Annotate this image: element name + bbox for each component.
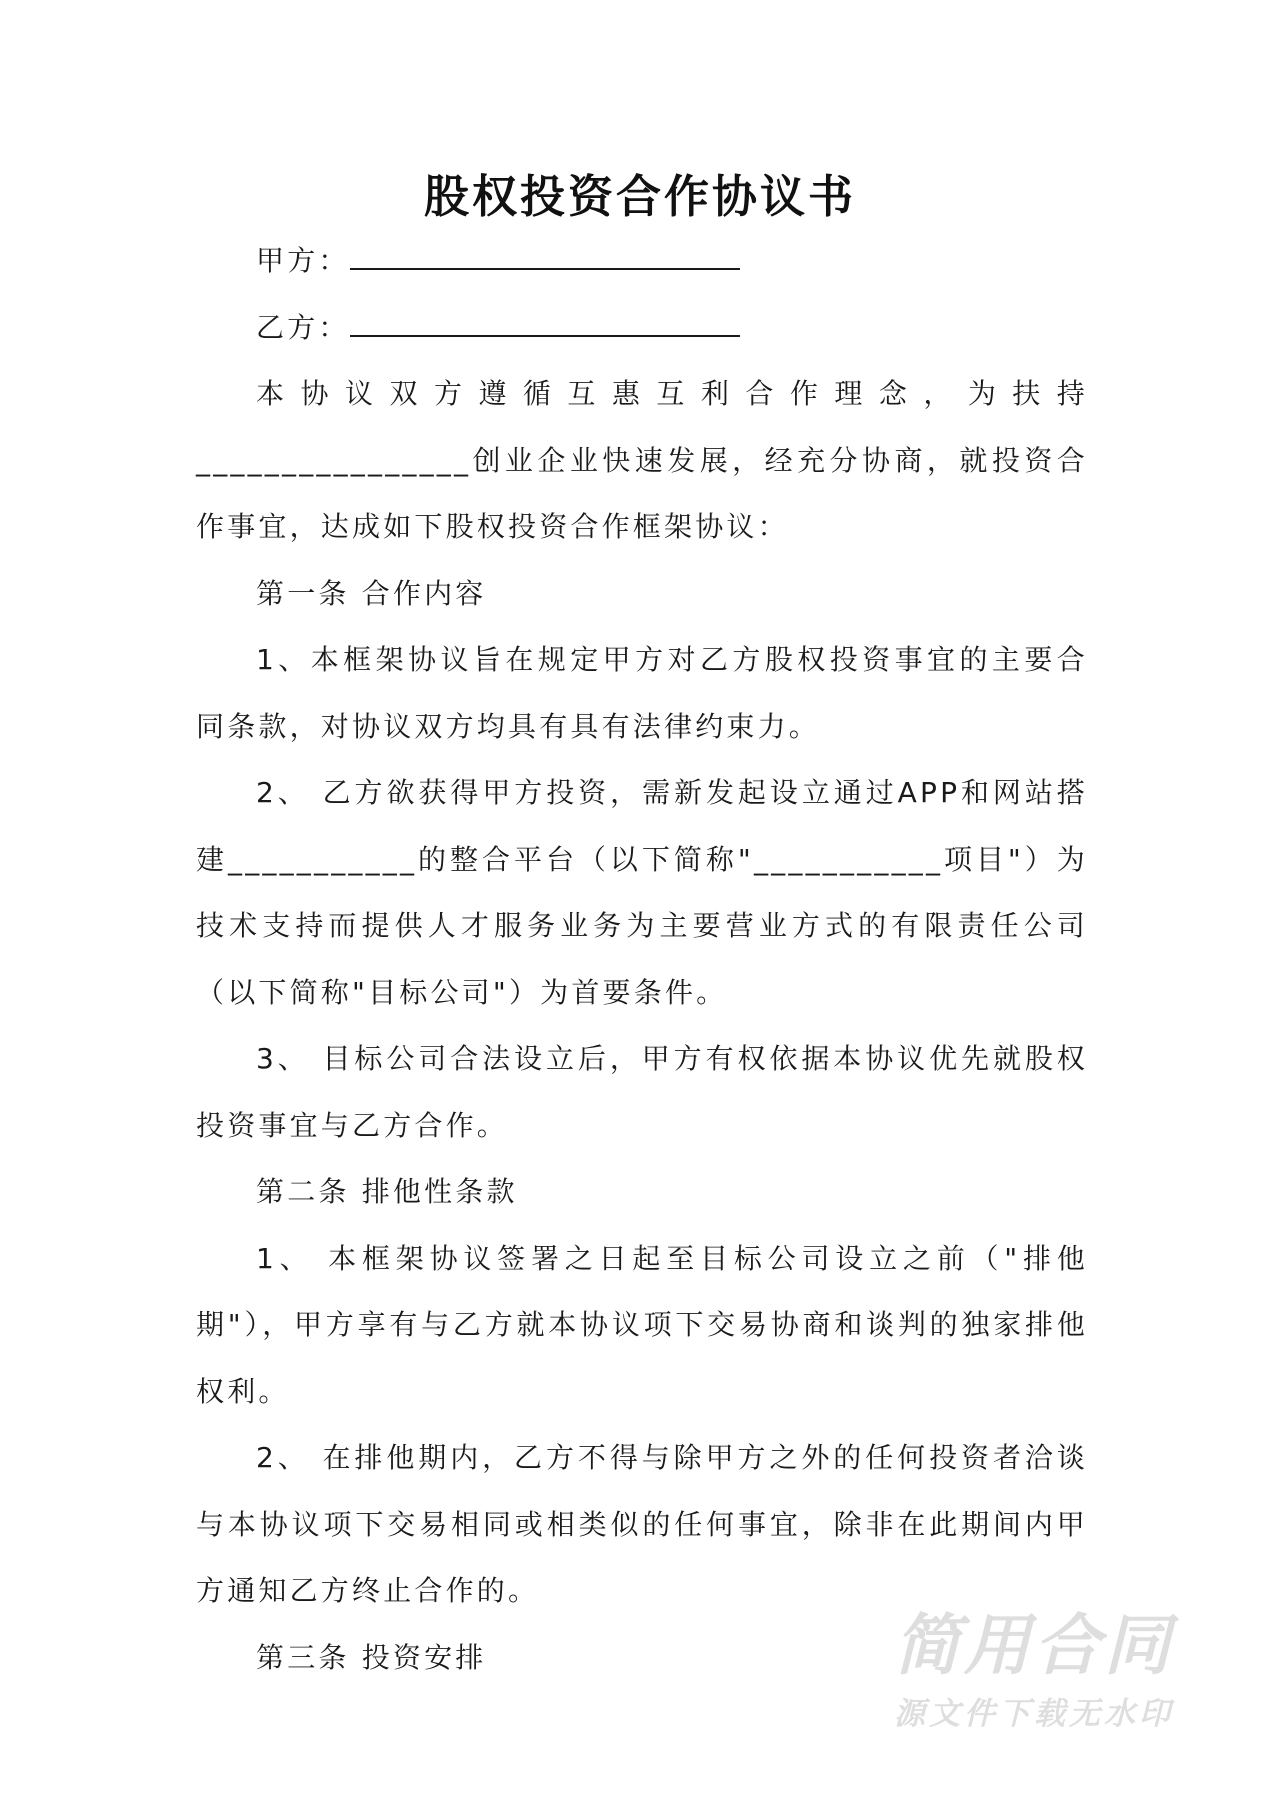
- article-3-heading: 第三条 投资安排: [256, 1640, 487, 1674]
- preamble-paragraph: 本协议双方遵循互惠互利合作理念，为扶持________________创业企业快速发展，经充分协商，就投资合作事宜，达成如下股权投资合作框架协议：: [196, 377, 1088, 543]
- party-b-blank: [350, 313, 740, 337]
- document-title: 股权投资合作协议书: [423, 170, 856, 223]
- article-1-clause-3: 3、 目标公司合法设立后，甲方有权依据本协议优先就股权投资事宜与乙方合作。: [196, 1042, 1088, 1142]
- article-1-clause-1: 1、本框架协议旨在规定甲方对乙方股权投资事宜的主要合同条款，对协议双方均具有具有法律约束力。: [196, 643, 1088, 743]
- article-1-clause-2: 2、 乙方欲获得甲方投资，需新发起设立通过APP和网站搭建___________的整合平台（以下简称"___________项目"）为技术支持而提供人才服务业务为主要营业方式的有限责任公司（以下简称"目标公司"）为首要条件。: [196, 776, 1088, 1009]
- watermark-tagline: 源文件下载无水印: [894, 1696, 1174, 1732]
- article-2-clause-2: 2、 在排他期内，乙方不得与除甲方之外的任何投资者洽谈与本协议项下交易相同或相类似的任何事宜，除非在此期间内甲方通知乙方终止合作的。: [196, 1441, 1088, 1607]
- document-body: [196, 228, 1088, 1691]
- party-b-label: 乙方：: [256, 310, 350, 344]
- party-a-blank: [350, 246, 740, 270]
- article-2-heading: 第二条 排他性条款: [256, 1175, 518, 1208]
- article-1-heading: 第一条 合作内容: [256, 576, 487, 610]
- watermark-logo: 简用合同: [894, 1607, 1174, 1684]
- party-a-line: [196, 228, 1088, 295]
- party-a-label: 甲方：: [256, 244, 350, 277]
- party-b-line: [196, 295, 1088, 362]
- article-2-clause-1: 1、 本框架协议签署之日起至目标公司设立之前（"排他期"），甲方享有与乙方就本协议项下交易协商和谈判的独家排他权利。: [196, 1241, 1088, 1408]
